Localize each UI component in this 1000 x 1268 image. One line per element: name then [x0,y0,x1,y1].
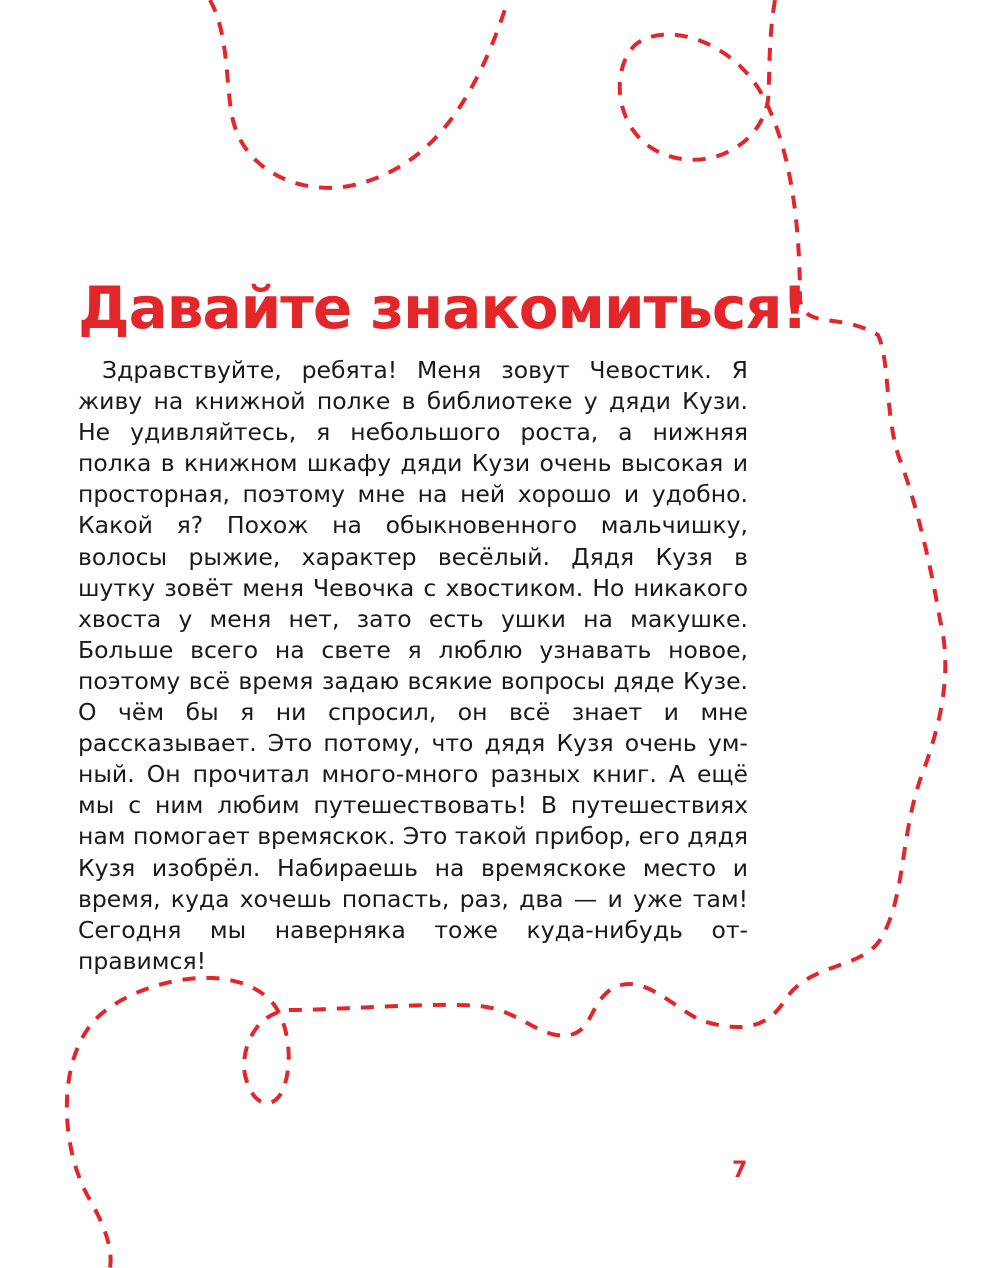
body-paragraph: Здравствуйте, ребята! Меня зовут Чевостик. Я живу на книжной полке в библиотеке у дяди Кузи. Не удивляйтесь, я небольшого роста, а нижняя полка в книжном шкафу дяди Кузи очень высокая и просторная, поэтому мне на ней хорошо и удобно. Какой я? Похож на обыкновенного мальчишку, волосы рыжие, характер весёлый. Дядя Кузя в шутку зовёт меня Чевочка с хвостиком. Но никакого хвоста у меня нет, зато есть ушки на макушке. Больше всего на свете я люблю узнавать новое, поэтому всё время задаю всякие вопросы дяде Кузе. О чём бы я ни спросил, он всё знает и мне рассказывает. Это потому, что дядя Кузя очень умный. Он прочитал много-много разных книг. А ещё мы с ним любим путешествовать! В путешествиях нам помогает времяскок. Это такой прибор, его дядя Кузя изобрёл. Набираешь на времяскоке место и время, куда хочешь попасть, раз, два — и уже там! Сегодня мы наверняка тоже куда-нибудь отправимся! [78,356,748,975]
page-number: 7 [732,1158,748,1183]
page-title: Давайте знакомиться! [78,274,807,342]
